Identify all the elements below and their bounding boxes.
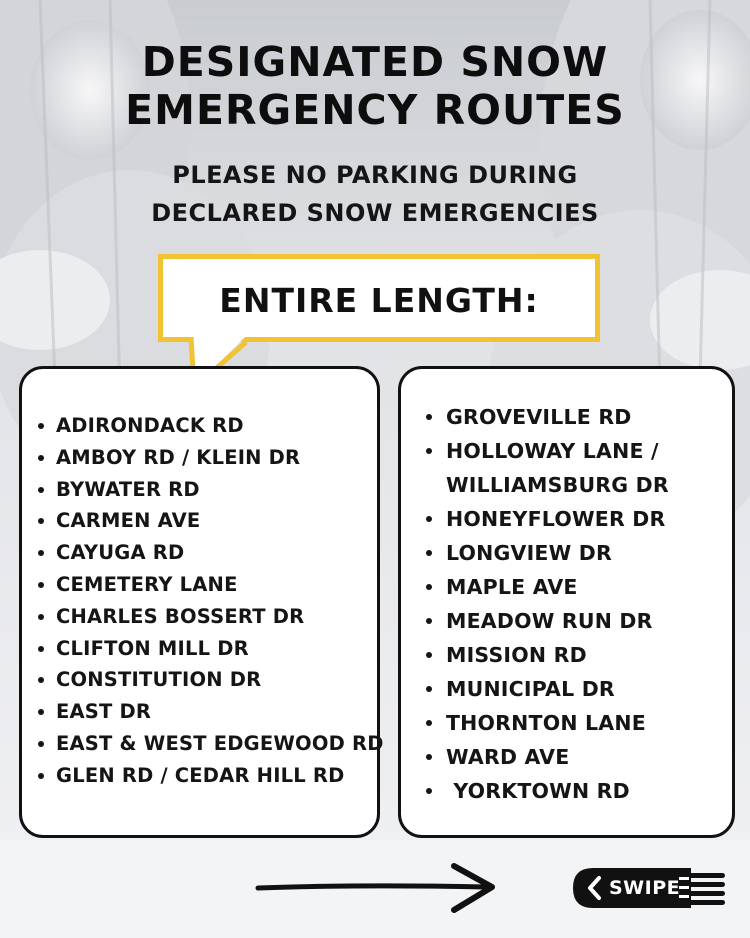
- bullet-icon: [38, 614, 44, 620]
- route-name: EAST DR: [56, 700, 152, 724]
- route-name: HOLLOWAY LANE /: [446, 439, 659, 463]
- left-routes-panel: [19, 366, 384, 838]
- bullet-icon: [426, 550, 432, 556]
- title-line-1: DESIGNATED SNOW: [141, 38, 609, 86]
- bullet-icon: [426, 686, 432, 692]
- route-name: GROVEVILLE RD: [446, 405, 632, 429]
- subtitle-line-2: DECLARED SNOW EMERGENCIES: [151, 199, 599, 227]
- route-name: CLIFTON MILL DR: [56, 636, 249, 660]
- route-list-item: [36, 505, 384, 537]
- route-name: LONGVIEW DR: [446, 541, 612, 565]
- bullet-icon: [426, 754, 432, 760]
- bullet-icon: [426, 584, 432, 590]
- route-list-item: [424, 400, 669, 434]
- callout-bubble: [158, 254, 600, 342]
- right-routes-list: [446, 400, 691, 808]
- route-name: WILLIAMSBURG DR: [446, 473, 669, 497]
- bullet-icon: [38, 709, 44, 715]
- callout-text: ENTIRE LENGTH:: [219, 281, 539, 320]
- swipe-label: SWIPE: [609, 877, 681, 899]
- subtitle: [0, 156, 750, 232]
- bullet-icon: [426, 516, 432, 522]
- bullet-icon: [38, 741, 44, 747]
- route-name: CEMETERY LANE: [56, 572, 238, 596]
- route-list-item: [36, 633, 384, 665]
- chevron-left-icon: [585, 868, 605, 908]
- route-list-item: [36, 760, 384, 792]
- route-name: ADIRONDACK RD: [56, 414, 244, 437]
- arrow-right-icon: [254, 860, 499, 916]
- swipe-button[interactable]: [573, 868, 725, 908]
- route-list-item: [36, 537, 384, 569]
- bullet-icon: [426, 788, 432, 794]
- route-list-item: [36, 664, 384, 696]
- route-name: WARD AVE: [446, 745, 570, 769]
- route-name: CAYUGA RD: [56, 541, 185, 565]
- bullet-icon: [38, 487, 44, 493]
- route-name: AMBOY RD / KLEIN DR: [56, 445, 301, 469]
- bullet-icon: [38, 423, 44, 429]
- bullet-icon: [38, 455, 44, 461]
- bullet-icon: [38, 582, 44, 588]
- route-name: BYWATER RD: [56, 477, 200, 501]
- route-name: CONSTITUTION DR: [56, 668, 262, 692]
- route-name: YORKTOWN RD: [446, 779, 630, 803]
- title-line-2: EMERGENCY ROUTES: [125, 86, 625, 134]
- bullet-icon: [426, 618, 432, 624]
- route-name: HONEYFLOWER DR: [446, 507, 666, 531]
- route-name: CHARLES BOSSERT DR: [56, 604, 305, 628]
- route-list-item: [424, 706, 669, 740]
- bullet-icon: [38, 518, 44, 524]
- bullet-icon: [38, 646, 44, 652]
- route-name: MUNICIPAL DR: [446, 677, 615, 701]
- route-list-item: [36, 601, 384, 633]
- subtitle-line-1: PLEASE NO PARKING DURING: [172, 161, 578, 189]
- route-list-item: [424, 434, 669, 468]
- route-list-item: [36, 728, 384, 760]
- bullet-icon: [426, 414, 432, 420]
- route-name: MEADOW RUN DR: [446, 609, 653, 633]
- route-list-item: [36, 410, 384, 442]
- route-name: MAPLE AVE: [446, 575, 578, 599]
- route-list-item: [36, 474, 384, 506]
- bullet-icon: [426, 448, 432, 454]
- route-list-item: [424, 774, 669, 808]
- route-name: EAST & WEST EDGEWOOD RD: [56, 731, 384, 755]
- route-list-item: [424, 502, 669, 536]
- route-list-item: [424, 468, 669, 502]
- route-list-item: [424, 604, 669, 638]
- route-list-item: [424, 536, 669, 570]
- right-routes-panel: [398, 366, 735, 838]
- bullet-icon: [38, 677, 44, 683]
- route-list-item: [424, 638, 669, 672]
- route-list-item: [36, 569, 384, 601]
- route-list-item: [36, 696, 384, 728]
- route-list-item: [36, 442, 384, 474]
- route-name: GLEN RD / CEDAR HILL RD: [56, 763, 345, 787]
- route-name: THORNTON LANE: [446, 711, 646, 735]
- bullet-icon: [38, 773, 44, 779]
- route-list-item: [424, 740, 669, 774]
- bullet-icon: [426, 720, 432, 726]
- bullet-icon: [38, 550, 44, 556]
- route-name: MISSION RD: [446, 643, 587, 667]
- bullet-icon: [426, 652, 432, 658]
- page-title: [0, 38, 750, 134]
- route-list-item: [424, 570, 669, 604]
- route-list-item: [424, 672, 669, 706]
- left-routes-list: [36, 410, 384, 792]
- route-name: CARMEN AVE: [56, 509, 201, 533]
